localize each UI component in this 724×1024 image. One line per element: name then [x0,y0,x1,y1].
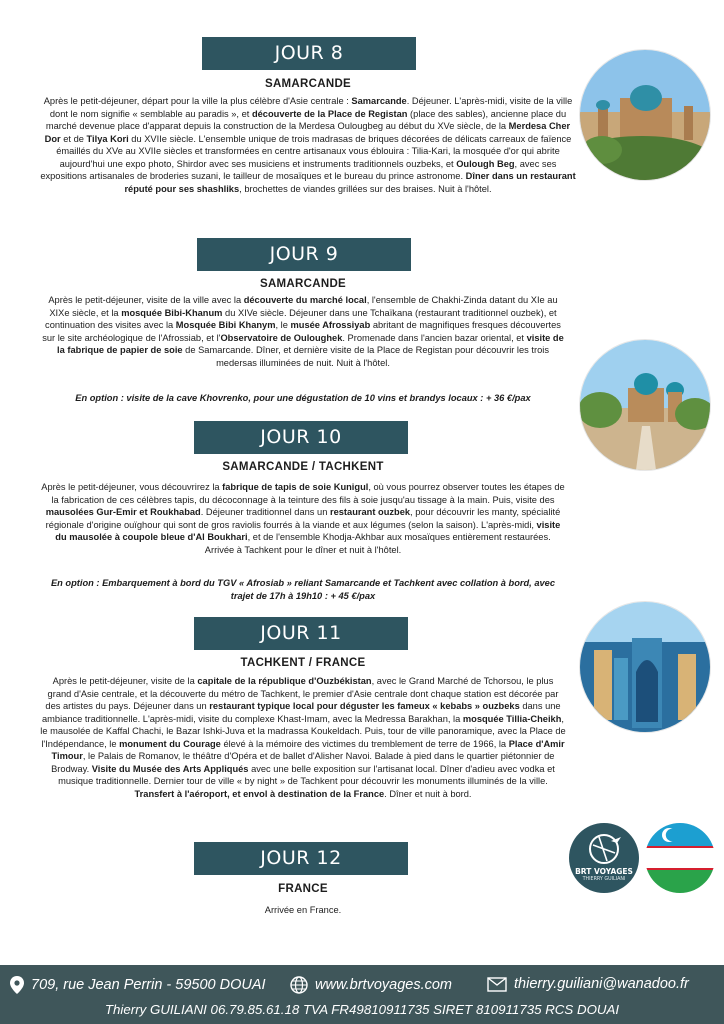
day-10-description: Après le petit-déjeuner, vous découvrirez la fabrique de tapis de soie Kunigul, où vous pourrez observer toutes les étapes de la fabrication de ces célèbres tapis, du décoconnage à la teinture des fils à soie jusqu'au tissage à la main. Puis, visite des mausolées Gur-Emir et Roukhabad. Déjeuner traditionnel dans un restaurant ouzbek, pour découvrir les manty, spécialité régionale d'origine ouïghour qui sont de gros raviolis fourrés à la viande et aux légumes (selon la saison). L'après-midi, visite du mausolée à coupole bleue d'Al Boukhari, et de l'ensemble Khodja-Akhbar aux mosaïques entièrement restaurées. Arrivée à Tachkent pour le dîner et nuit à l'hôtel. [41,482,565,555]
logo-line1: BRT VOYAGES [575,867,633,876]
location-pin-icon [10,976,24,994]
day-9-option: En option : visite de la cave Khovrenko, pour une dégustation de 10 vins et brandys locaux : + 36 €/pax [75,393,531,403]
day-10-option: En option : Embarquement à bord du TGV « Afrosiab » reliant Samarcande et Tachkent avec collation à bord, avec trajet de 17h à 19h10 : + 45 €/pax [50,578,556,601]
footer-website-link[interactable]: www.brtvoyages.com [315,977,452,993]
footer-website[interactable] [290,976,452,994]
day-8-title: JOUR 8 [202,37,416,70]
logo-line2: THIERRY GUILIANI [582,877,626,882]
footer-address [10,976,266,994]
day-10-title: JOUR 10 [194,421,408,454]
day-9-place: SAMARCANDE [259,278,347,290]
airplane-globe-icon [569,823,639,893]
day-11-place: TACHKENT / FRANCE [240,657,366,669]
footer-email[interactable] [487,976,689,992]
footer-email-link[interactable]: thierry.guiliani@wanadoo.fr [514,976,689,992]
day-8-place: SAMARCANDE [264,78,352,90]
day-9-description: Après le petit-déjeuner, visite de la ville avec la découverte du marché local, l'ensemble de Chakhi-Zinda datant du XIe au XIXe siècle, et la mosquée Bibi-Khanum du XIVe siècle. Déjeuner dans une Tchaïkana (restaurant traditionnel ouzbek), et continuation des visites avec la Mosquée Bibi Khanym, le musée Afrossiyab abritant de magnifiques fresques découvertes sur le site archéologique de l'Afrossiab, et l'Observatoire de Ouloughek. Promenade dans l'ancien bazar oriental, et visite de la fabrique de papier de soie de Samarcande. Dîner, et dernière visite de la Place de Registan pour découvrir les trois medersas illuminées de nuit. Nuit à l'hôtel. [42,295,564,368]
day-9-title: JOUR 9 [197,238,411,271]
day-11-description: Après le petit-déjeuner, visite de la capitale de la république d'Ouzbékistan, avec le Grand Marché de Tchorsou, le plus grand d'Asie centrale, et la découverte du métro de Tachkent, le premier d'Asie centrale dont chaque station est décorée par des artistes du pays. Déjeuner dans un restaurant typique local pour déguster les fameux « kebabs » ouzbeks dans une ambiance traditionnelle. L'après-midi, visite du complexe Khast-Imam, avec la Medressa Barakhan, la mosquée Tillia-Cheikh, le mausolée de Kaffal Chachi, le Bazar Ishki-Juva et la madrassa Koukeldach. Puis, tour de ville panoramique, avec la Place de l'Indépendance, le monument du Courage élevé à la mémoire des victimes du tremblement de terre de 1966, la Place d'Amir Timour, le Palais de Romanov, le théâtre d'Opéra et de ballet d'Alisher Navoi. Balade à pied dans le quartier piétonnier de Brodway. Visite du Musée des Arts Appliqués avec une belle exposition sur l'artisanat local. Dîner d'adieu avec vodka et musique traditionnelle. Dernier tour de ville « by night » de Tachkent pour découvrir les monuments illuminés de la ville. Transfert à l'aéroport, et envol à destination de la France. Dîner et nuit à bord. [40,676,566,799]
uzbekistan-flag [645,823,715,893]
footer-legal: Thierry GUILIANI 06.79.85.61.18 TVA FR49810911735 SIRET 810911735 RCS DOUAI [104,1002,620,1017]
photo-tashkent-mosaic [580,602,710,732]
day-12-description: Arrivée en France. [264,905,342,915]
day-10-place: SAMARCANDE / TACHKENT [222,461,384,473]
footer [0,965,724,1024]
footer-address-text: 709, rue Jean Perrin - 59500 DOUAI [31,977,266,993]
mail-icon [487,977,507,992]
day-8-description: Après le petit-déjeuner, départ pour la ville la plus célèbre d'Asie centrale : Samarcande. Déjeuner. L'après-midi, visite de la ville dont le nom signifie « semblable au paradis », et découverte de la Place de Registan (place des sables), ancienne place du marché devenue place d'apparat depuis la construction de la Merdesa Oulougbeg au début du XVe siècle, de la Merdesa Cher Dor et de Tilya Kori du XVIIe siècle. L'ensemble unique de trois madrasas de briques décorées de délicats carreaux de faïence émaillés du XVe au XVIIe siècles et transformées en centre artisanaux vous éblouira : Tilia-Kari, la mosquée d'or qui abrite aujourd'hui une expo photo, Shirdor avec ses musiciens et instruments traditionnels ouzbeks, et Oulough Beg, avec ses expositions artisanales de broderies suzani, le tailleur de mosaïques et le bureau du prince astronome. Dîner dans un restaurant réputé pour ses shashliks, brochettes de viandes grillées sur des braises. Nuit à l'hôtel. [40,96,576,194]
day-12-place: FRANCE [278,883,328,895]
day-12-title: JOUR 12 [194,842,408,875]
globe-icon [290,976,308,994]
day-11-title: JOUR 11 [194,617,408,650]
photo-shakhi-zinda [580,340,710,470]
brt-voyages-logo [569,823,639,893]
photo-registan [580,50,710,180]
